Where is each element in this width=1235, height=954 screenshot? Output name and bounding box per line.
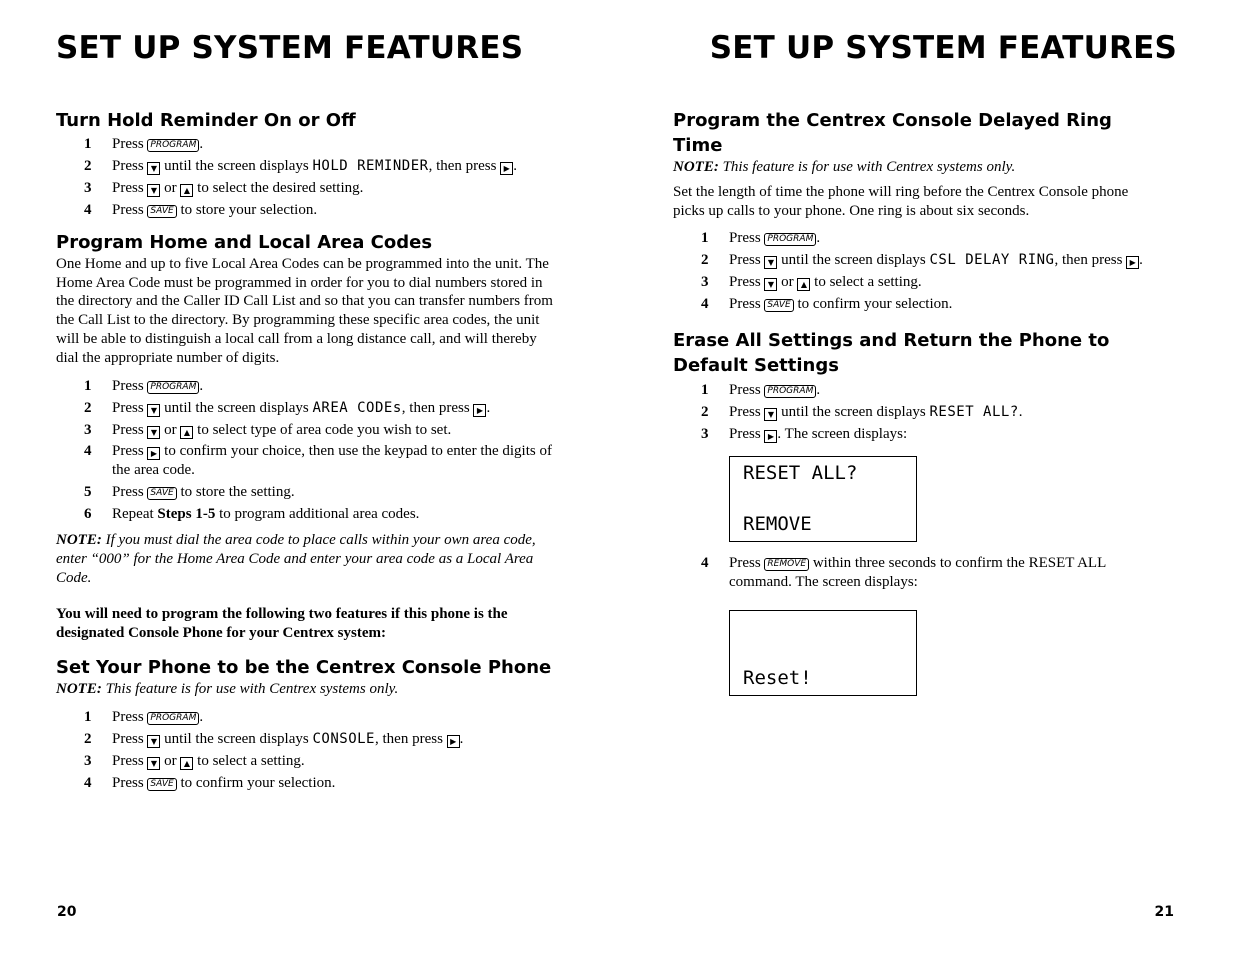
step-item: 1 Press PROGRAM . xyxy=(701,230,821,247)
page-title: SET UP SYSTEM FEATURES xyxy=(709,30,1177,66)
section-heading: Program the Centrex Console Delayed Ring Time xyxy=(673,110,1112,156)
right-arrow-key-icon: ▶ xyxy=(473,404,486,417)
right-column xyxy=(673,108,1155,696)
section-heading: Set Your Phone to be the Centrex Console Phone xyxy=(56,657,552,679)
step-item: 1 Press PROGRAM . xyxy=(701,382,821,399)
step-item: 3 Press ▼ or ▲ to select a setting. xyxy=(701,274,922,291)
step-item: 2 Press ▼ until the screen displays RESET ALL?. xyxy=(701,404,1023,421)
up-arrow-key-icon: ▲ xyxy=(797,278,810,291)
save-key-icon: SAVE xyxy=(147,205,176,218)
step-item: 4 Press SAVE to confirm your selection. xyxy=(701,296,953,313)
page-title: SET UP SYSTEM FEATURES xyxy=(56,30,524,66)
step-item: 2 Press ▼ until the screen displays CSL DELAY RING, then press ▶ . xyxy=(701,252,1143,269)
lcd-text: RESET ALL? xyxy=(929,404,1019,421)
step-item: 6 Repeat Steps 1-5 to program additional area codes. xyxy=(84,506,420,523)
lcd-display-reset-all xyxy=(729,456,917,542)
display-line-1: RESET ALL? xyxy=(743,461,858,484)
step-list xyxy=(673,554,1155,592)
step-item: 4 Press SAVE to store your selection. xyxy=(84,201,318,218)
down-arrow-key-icon: ▼ xyxy=(147,426,160,439)
down-arrow-key-icon: ▼ xyxy=(147,735,160,748)
display-line-2: Reset! xyxy=(743,666,812,689)
lcd-text: HOLD REMINDER xyxy=(312,157,429,174)
section-heading: Program Home and Local Area Codes xyxy=(56,231,433,253)
step-item: 3 Press ▼ or ▲ to select a setting. xyxy=(84,752,305,769)
lcd-display-reset xyxy=(729,610,917,696)
left-column xyxy=(56,108,559,796)
step-item: 4 Press REMOVE within three seconds to confirm the RESET ALL command. The screen displays: xyxy=(701,554,1106,590)
save-key-icon: SAVE xyxy=(147,778,176,791)
lcd-text: CONSOLE xyxy=(312,730,375,747)
up-arrow-key-icon: ▲ xyxy=(180,184,193,197)
right-page xyxy=(617,0,1235,954)
step-item: 3 Press ▶ . The screen displays: xyxy=(701,426,908,443)
down-arrow-key-icon: ▼ xyxy=(147,184,160,197)
step-item: 2 Press ▼ until the screen displays HOLD REMINDER, then press ▶ . xyxy=(84,157,517,174)
left-page xyxy=(0,0,617,954)
program-key-icon: PROGRAM xyxy=(147,381,199,394)
step-item: 4 Press ▶ to confirm your choice, then use the keypad to enter the digits of the area code. xyxy=(84,443,552,479)
section-heading: Turn Hold Reminder On or Off xyxy=(56,110,356,131)
step-item: 2 Press ▼ until the screen displays CONSOLE, then press ▶ . xyxy=(84,730,464,747)
save-key-icon: SAVE xyxy=(147,487,176,500)
note: NOTE: This feature is for use with Centrex systems only. xyxy=(56,681,399,698)
program-key-icon: PROGRAM xyxy=(764,385,816,398)
down-arrow-key-icon: ▼ xyxy=(147,757,160,770)
right-arrow-key-icon: ▶ xyxy=(764,430,777,443)
up-arrow-key-icon: ▲ xyxy=(180,426,193,439)
step-list xyxy=(56,377,559,525)
down-arrow-key-icon: ▼ xyxy=(147,404,160,417)
note: NOTE: This feature is for use with Centrex systems only. xyxy=(673,159,1016,175)
down-arrow-key-icon: ▼ xyxy=(147,162,160,175)
page-number: 21 xyxy=(1154,904,1174,920)
section-heading: Erase All Settings and Return the Phone to Default Settings xyxy=(673,330,1110,377)
step-item: 5 Press SAVE to store the setting. xyxy=(84,484,295,501)
down-arrow-key-icon: ▼ xyxy=(764,278,777,291)
step-item: 3 Press ▼ or ▲ to select type of area code you wish to set. xyxy=(84,421,452,438)
up-arrow-key-icon: ▲ xyxy=(180,757,193,770)
bold-paragraph: You will need to program the following two features if this phone is the designated Console Phone for your Centrex system: xyxy=(56,606,508,642)
note: NOTE: If you must dial the area code to place calls within your own area code, enter “000” for the Home Area Code and enter your area code as a Local Area Code. xyxy=(56,532,536,586)
program-key-icon: PROGRAM xyxy=(147,712,199,725)
right-arrow-key-icon: ▶ xyxy=(147,447,160,460)
step-item: 3 Press ▼ or ▲ to select the desired setting. xyxy=(84,179,364,196)
lcd-text: CSL DELAY RING xyxy=(929,252,1055,269)
program-key-icon: PROGRAM xyxy=(764,233,816,246)
step-item: 4 Press SAVE to confirm your selection. xyxy=(84,774,336,791)
step-item: 1 Press PROGRAM . xyxy=(84,708,204,725)
paragraph: One Home and up to five Local Area Codes can be programmed into the unit. The Home Area Code must be programmed in order for you to dial numbers stored in the directory and the Caller ID Call List and so that you can transfer numbers from the Call List to the directory. By programming these specific area codes, the unit will be able to distinguish a local call from a long distance call, and will thereby dial the appropriate number of digits. xyxy=(56,255,553,366)
right-arrow-key-icon: ▶ xyxy=(1126,256,1139,269)
step-list xyxy=(673,381,1155,444)
step-list xyxy=(56,135,559,220)
paragraph: Set the length of time the phone will ring before the Centrex Console phone picks up calls to your phone. One ring is about six seconds. xyxy=(673,183,1129,219)
remove-key-icon: REMOVE xyxy=(764,558,809,571)
lcd-text: AREA CODEs xyxy=(312,399,402,416)
step-item: 2 Press ▼ until the screen displays AREA CODEs, then press ▶ . xyxy=(84,399,491,416)
program-key-icon: PROGRAM xyxy=(147,139,199,152)
right-arrow-key-icon: ▶ xyxy=(447,735,460,748)
step-list xyxy=(56,708,559,793)
right-arrow-key-icon: ▶ xyxy=(500,162,513,175)
page-number: 20 xyxy=(57,904,77,920)
down-arrow-key-icon: ▼ xyxy=(764,256,777,269)
save-key-icon: SAVE xyxy=(764,299,793,312)
step-item: 1 Press PROGRAM . xyxy=(84,136,204,152)
step-list xyxy=(673,229,1155,314)
display-line-2: REMOVE xyxy=(743,512,812,535)
down-arrow-key-icon: ▼ xyxy=(764,408,777,421)
step-item: 1 Press PROGRAM . xyxy=(84,377,204,394)
